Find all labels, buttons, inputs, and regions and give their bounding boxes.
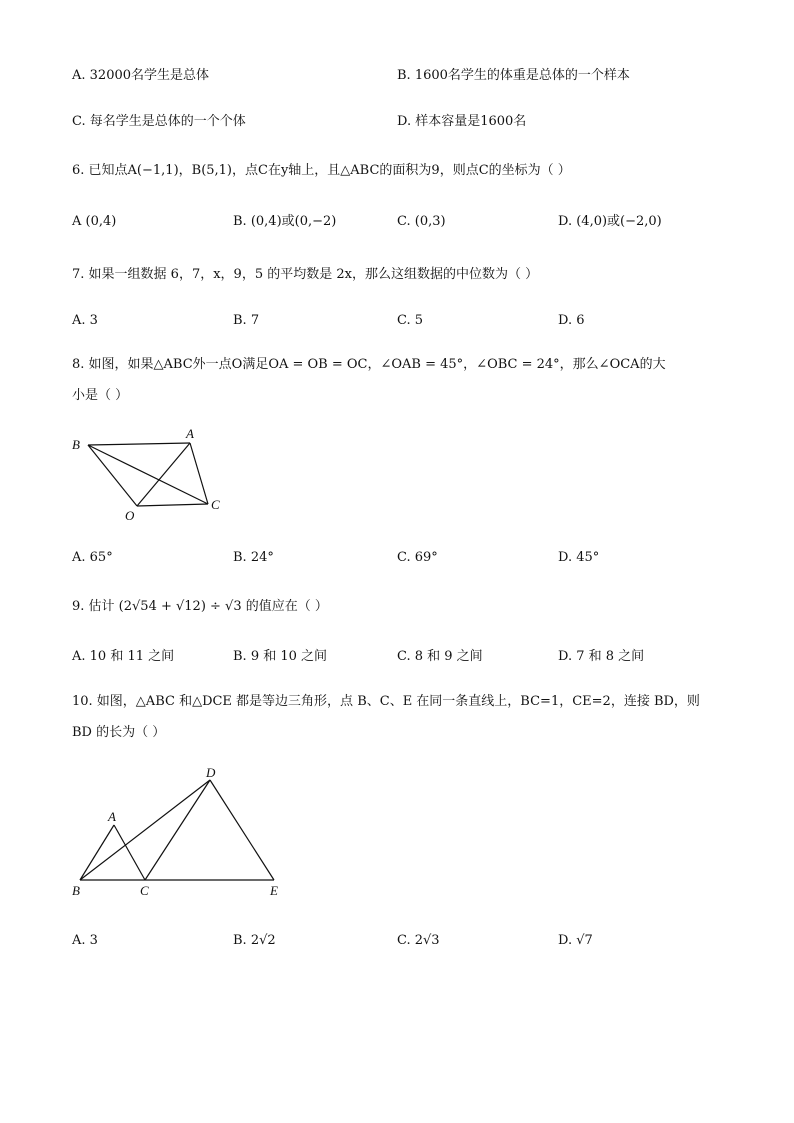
- q7-stem: 7. 如果一组数据 6，7，x，9，5 的平均数是 2x，那么这组数据的中位数为（ ）: [72, 267, 539, 282]
- q7-option-b: B. 7: [233, 313, 260, 328]
- q10-segment-de: [210, 780, 274, 880]
- q9-option-b: B. 9 和 10 之间: [233, 649, 328, 664]
- q7-option-a: A. 3: [72, 313, 98, 328]
- q8-label-o: O: [125, 508, 135, 523]
- q8-option-c: C. 69°: [397, 550, 438, 565]
- q10-option-b: B. 2√2: [233, 933, 276, 948]
- q9-option-d: D. 7 和 8 之间: [558, 649, 645, 664]
- q7-option-d: D. 6: [558, 313, 585, 328]
- q6-stem: 6. 已知点A(−1,1)，B(5,1)，点C在y轴上，且△ABC的面积为9，则点C的坐标为（ ）: [72, 163, 571, 178]
- q10-option-a: A. 3: [72, 933, 98, 948]
- q10-figure: [66, 765, 296, 900]
- q8-segment-oa: [137, 443, 190, 506]
- q8-label-b: B: [72, 437, 80, 452]
- q7-option-c: C. 5: [397, 313, 424, 328]
- q8-stem-line-2: 小是（ ）: [72, 388, 129, 403]
- q10-segment-bd: [80, 780, 210, 880]
- q10-segment-cd: [145, 780, 210, 880]
- q6-option-c: C. (0,3): [397, 214, 446, 229]
- q10-label-b: B: [72, 883, 80, 898]
- q6-option-b: B. (0,4)或(0,−2): [233, 214, 337, 229]
- q10-label-d: D: [206, 765, 216, 780]
- q8-label-a: A: [186, 426, 194, 441]
- q5-option-a: A. 32000名学生是总体: [72, 68, 210, 83]
- q8-segment-bc: [88, 445, 208, 504]
- q8-stem-line-1: 8. 如图，如果△ABC外一点O满足OA = OB = OC，∠OAB = 45°，∠OBC = 24°，那么∠OCA的大: [72, 357, 666, 372]
- q10-stem-line-1: 10. 如图，△ABC 和△DCE 都是等边三角形，点 B、C、E 在同一条直线上，BC=1，CE=2，连接 BD，则: [72, 694, 700, 709]
- q8-segment-ac: [190, 443, 208, 504]
- q8-option-a: A. 65°: [72, 550, 113, 565]
- q9-stem: 9. 估计 (2√54 + √12) ÷ √3 的值应在（ ）: [72, 599, 328, 614]
- q10-label-a: A: [108, 809, 116, 824]
- q10-segment-ba: [80, 825, 114, 880]
- q5-option-b: B. 1600名学生的体重是总体的一个样本: [397, 68, 630, 83]
- q10-stem-line-2: BD 的长为（ ）: [72, 725, 166, 740]
- q6-option-d: D. (4,0)或(−2,0): [558, 214, 662, 229]
- q10-option-d: D. √7: [558, 933, 593, 948]
- q5-option-c: C. 每名学生是总体的一个个体: [72, 114, 246, 129]
- q8-segment-ob: [88, 445, 137, 506]
- q6-option-a: A (0,4): [72, 214, 117, 229]
- q9-option-c: C. 8 和 9 之间: [397, 649, 483, 664]
- q8-figure: [60, 425, 240, 525]
- q8-label-c: C: [211, 497, 220, 512]
- q8-option-b: B. 24°: [233, 550, 274, 565]
- q5-option-d: D. 样本容量是1600名: [397, 114, 527, 129]
- q9-option-a: A. 10 和 11 之间: [72, 649, 175, 664]
- q10-label-c: C: [140, 883, 149, 898]
- q8-segment-co: [137, 504, 208, 506]
- q8-segment-ba: [88, 443, 190, 445]
- q8-option-d: D. 45°: [558, 550, 600, 565]
- q10-option-c: C. 2√3: [397, 933, 440, 948]
- q10-label-e: E: [270, 883, 278, 898]
